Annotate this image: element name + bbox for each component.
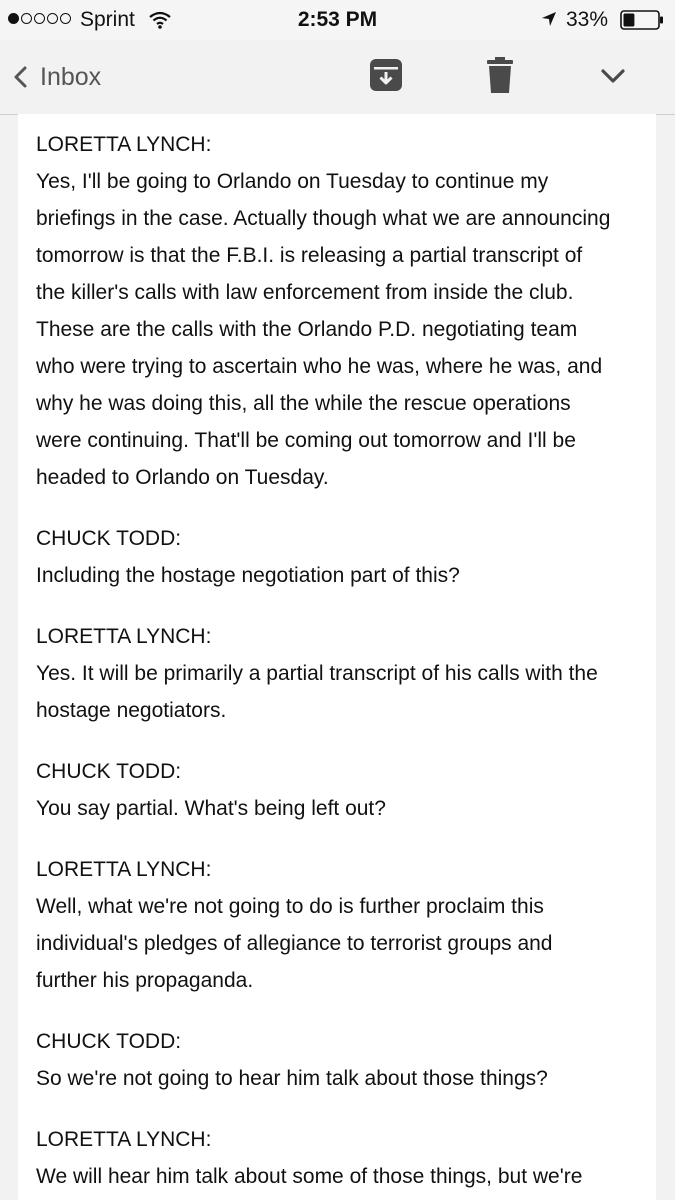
trash-icon[interactable]: [486, 56, 514, 94]
utterance-line: briefings in the case. Actually though what we are announcing: [36, 207, 611, 230]
speaker-name: CHUCK TODD:: [36, 1030, 182, 1053]
chevron-down-icon[interactable]: [600, 66, 626, 86]
utterance-line: further his propaganda.: [36, 969, 254, 992]
transcript-entry: [36, 1121, 640, 1195]
back-to-inbox-button[interactable]: [10, 60, 101, 94]
utterance-line: These are the calls with the Orlando P.D. negotiating team: [36, 318, 578, 341]
speaker-name: LORETTA LYNCH:: [36, 625, 212, 648]
utterance-line: who were trying to ascertain who he was, where he was, and: [36, 355, 603, 378]
utterance-line: Yes. It will be primarily a partial transcript of his calls with the: [36, 662, 598, 685]
utterance-line: tomorrow is that the F.B.I. is releasing a partial transcript of: [36, 244, 583, 267]
speaker-name: LORETTA LYNCH:: [36, 1128, 212, 1151]
utterance-line: individual's pledges of allegiance to terrorist groups and: [36, 932, 553, 955]
speaker-name: CHUCK TODD:: [36, 527, 182, 550]
transcript-entry: [36, 126, 640, 496]
transcript-entry: [36, 520, 640, 594]
transcript-entry: [36, 851, 640, 999]
archive-icon[interactable]: [369, 58, 403, 92]
utterance-line: Yes, I'll be going to Orlando on Tuesday to continue my: [36, 170, 549, 193]
utterance-line: were continuing. That'll be coming out tomorrow and I'll be: [36, 429, 576, 452]
message-body: [18, 114, 656, 1200]
utterance-line: Well, what we're not going to do is further proclaim this: [36, 895, 544, 918]
location-arrow-icon: [540, 10, 558, 28]
battery-percentage: 33%: [566, 8, 609, 31]
utterance-line: headed to Orlando on Tuesday.: [36, 466, 329, 489]
utterance-line: hostage negotiators.: [36, 699, 227, 722]
utterance-line: why he was doing this, all the while the rescue operations: [36, 392, 571, 415]
carrier-name: Sprint: [80, 8, 135, 31]
transcript-entry: [36, 618, 640, 729]
battery-icon: [620, 10, 664, 30]
utterance-line: the killer's calls with law enforcement from inside the club.: [36, 281, 574, 304]
utterance-line: We will hear him talk about some of those things, but we're: [36, 1165, 583, 1188]
utterance-line: So we're not going to hear him talk about those things?: [36, 1067, 548, 1090]
utterance-line: Including the hostage negotiation part of this?: [36, 564, 460, 587]
speaker-name: LORETTA LYNCH:: [36, 133, 212, 156]
speaker-name: CHUCK TODD:: [36, 760, 182, 783]
status-bar: [0, 0, 675, 40]
back-label: Inbox: [40, 62, 102, 91]
chevron-left-icon: [10, 65, 32, 89]
interview-transcript: [36, 126, 640, 1195]
utterance-line: You say partial. What's being left out?: [36, 797, 386, 820]
speaker-name: LORETTA LYNCH:: [36, 858, 212, 881]
transcript-entry: [36, 1023, 640, 1097]
clock: 2:53 PM: [297, 8, 378, 31]
mail-toolbar: [0, 40, 675, 115]
transcript-entry: [36, 753, 640, 827]
